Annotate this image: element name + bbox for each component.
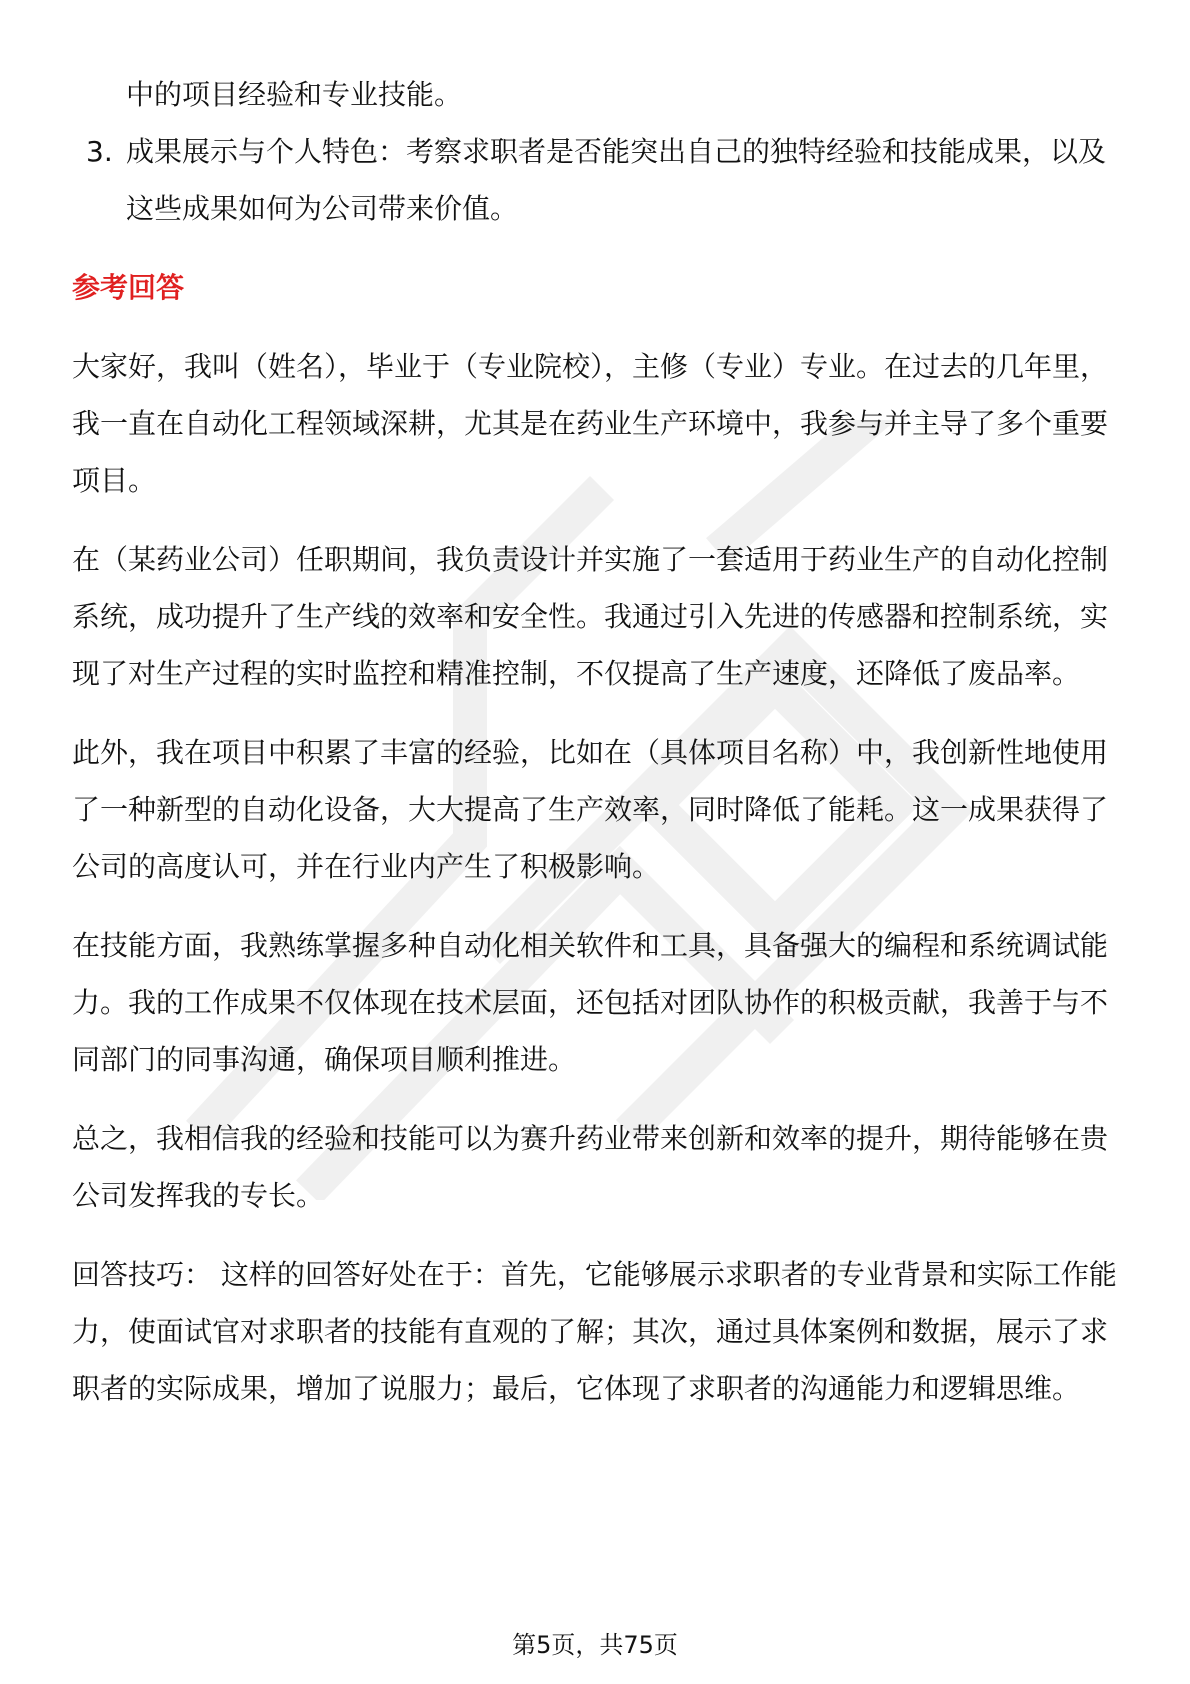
list-item-3	[72, 123, 1122, 237]
list-item-number: 3.	[86, 135, 113, 168]
paragraph-experience: 在（某药业公司）任职期间，我负责设计并实施了一套适用于药业生产的自动化控制系统，成功提升了生产线的效率和安全性。我通过引入先进的传感器和控制系统，实现了对生产过程的实时监控和精准控制，不仅提高了生产速度，还降低了废品率。	[72, 543, 1109, 690]
list-item-text: 成果展示与个人特色：考察求职者是否能突出自己的独特经验和技能成果，以及这些成果如何为公司带来价值。	[126, 135, 1107, 225]
list-item-continuation: 中的项目经验和专业技能。	[126, 78, 463, 111]
section-heading-reference-answer: 参考回答	[72, 271, 185, 304]
paragraph-intro: 大家好，我叫（姓名），毕业于（专业院校），主修（专业）专业。在过去的几年里，我一直在自动化工程领域深耕，尤其是在药业生产环境中，我参与并主导了多个重要项目。	[72, 350, 1109, 497]
paragraph-projects: 此外，我在项目中积累了丰富的经验，比如在（具体项目名称）中，我创新性地使用了一种新型的自动化设备，大大提高了生产效率，同时降低了能耗。这一成果获得了公司的高度认可，并在行业内产生了积极影响。	[72, 736, 1109, 883]
paragraph-skills: 在技能方面，我熟练掌握多种自动化相关软件和工具，具备强大的编程和系统调试能力。我的工作成果不仅体现在技术层面，还包括对团队协作的积极贡献，我善于与不同部门的同事沟通，确保项目顺利推进。	[72, 929, 1109, 1076]
page-number-footer: 第5页，共75页	[512, 1631, 678, 1659]
document-body	[72, 66, 1122, 1417]
paragraph-answer-tip: 回答技巧： 这样的回答好处在于：首先，它能够展示求职者的专业背景和实际工作能力，使面试官对求职者的技能有直观的了解；其次，通过具体案例和数据，展示了求职者的实际成果，增加了说服力；最后，它体现了求职者的沟通能力和逻辑思维。	[72, 1258, 1117, 1405]
paragraph-conclusion: 总之，我相信我的经验和技能可以为赛升药业带来创新和效率的提升，期待能够在贵公司发挥我的专长。	[72, 1122, 1109, 1212]
